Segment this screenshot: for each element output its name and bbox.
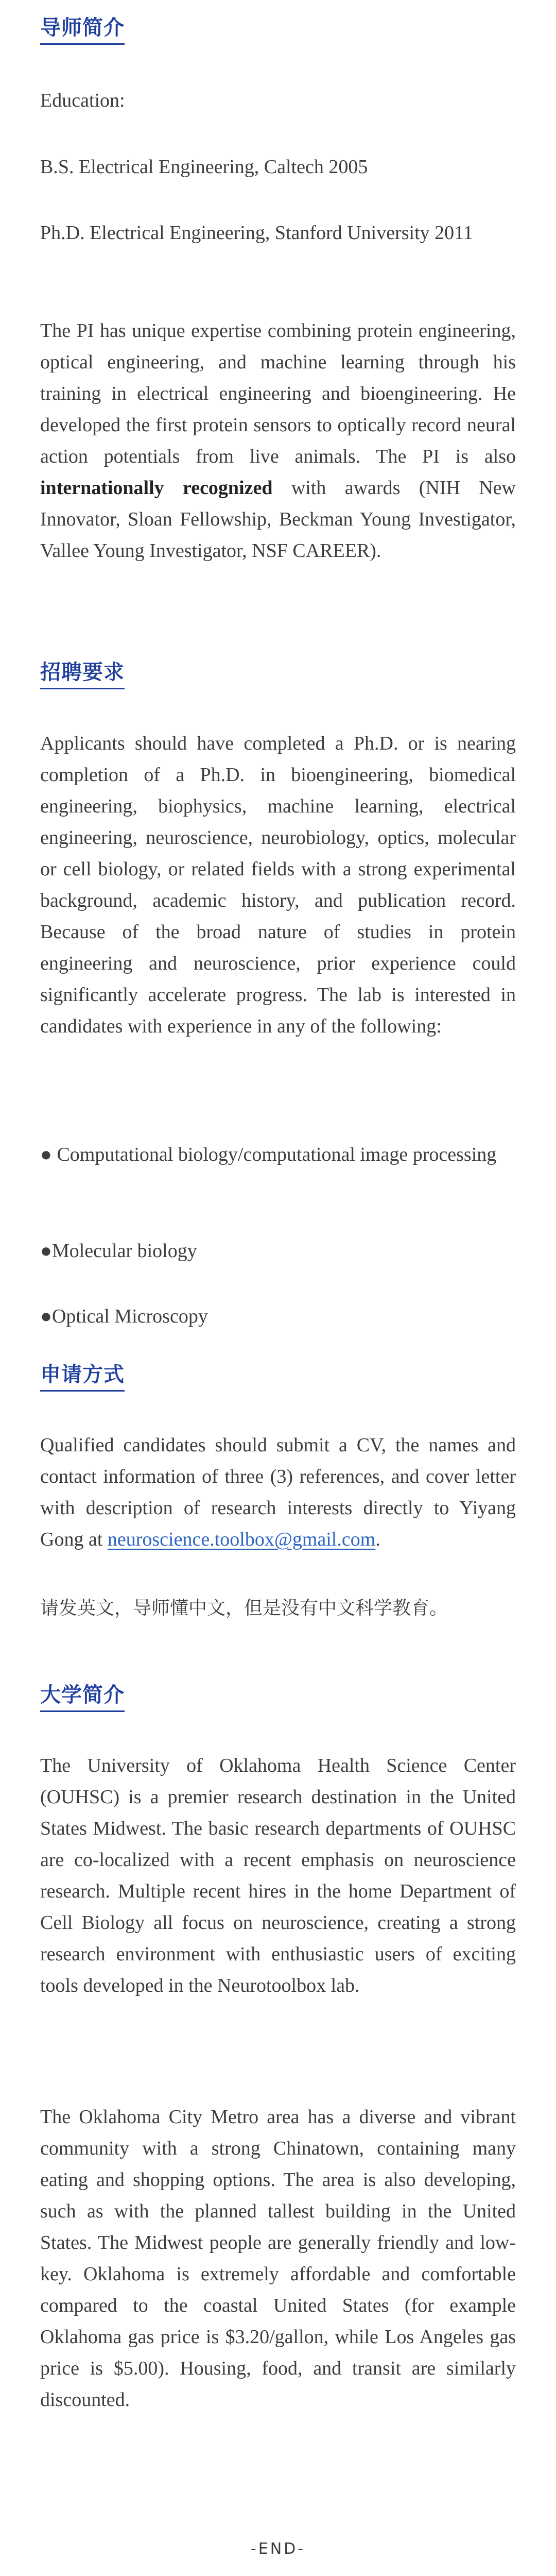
application-body-end: . (375, 1529, 380, 1550)
mentor-bio-text: The PI has unique expertise combining protein engineering, optical engineering, and machine learning through his training in electrical engineering and bioengineering. He developed the first protein sensors to optically record neural action potentials from live animals. The PI is also (40, 320, 516, 467)
mentor-bio-text-end: with awards (NIH New Innovator, Sloan Fellowship, Beckman Young Investigator, Vallee Young Investigator, NSF CAREER). (40, 477, 516, 562)
application-body-text: Qualified candidates should submit a CV, the names and contact information of three (3) references, and cover letter with description of research interests directly to Yiyang Gong at (40, 1434, 516, 1550)
requirement-item: ●Optical Microscopy (40, 1306, 208, 1327)
education-label: Education: (40, 90, 125, 111)
requirements-body: Applicants should have completed a Ph.D. or is nearing completion of a Ph.D. in bioengineering, biomedical engineering, biophysics, machine learning, electrical engineering, neuroscience, neurobiology, optics, molecular or cell biology, or related fields with a strong experimental background, academic history, and publication record. Because of the broad nature of studies in protein engineering and neuroscience, prior experience could significantly accelerate progress. The lab is interested in candidates with experience in any of the following: (40, 733, 516, 1037)
application-note-zh: 请发英文，导师懂中文，但是没有中文科学教育。 (40, 1598, 448, 1619)
section-heading-application: 申请方式 (40, 1361, 125, 1392)
application-body (40, 1430, 516, 1555)
end-mark: -END- (250, 2540, 306, 2558)
degree-bs: B.S. Electrical Engineering, Caltech 2005 (40, 156, 368, 178)
section-heading-requirements: 招聘要求 (40, 659, 125, 689)
section-heading-mentor: 导师简介 (40, 14, 125, 45)
degree-phd: Ph.D. Electrical Engineering, Stanford University 2011 (40, 222, 473, 244)
email-link[interactable]: neuroscience.toolbox@gmail.com (107, 1529, 376, 1550)
requirement-item: ● Computational biology/computational image processing (40, 1144, 497, 1165)
mentor-bio (40, 315, 516, 567)
university-paragraph-2: The Oklahoma City Metro area has a diverse and vibrant community with a strong Chinatown, containing many eating and shopping options. The area is also developing, such as with the planned tallest building in the United States. The Midwest people are generally friendly and low-key. Oklahoma is extremely affordable and comfortable compared to the coastal United States (for example Oklahoma gas price is $3.20/gallon, while Los Angeles gas price is $5.00). Housing, food, and transit are similarly discounted. (40, 2106, 516, 2411)
requirement-item: ●Molecular biology (40, 1240, 197, 1262)
section-heading-university: 大学简介 (40, 1682, 125, 1712)
mentor-bio-highlight: internationally recognized (40, 477, 273, 499)
university-paragraph-1: The University of Oklahoma Health Science Center (OUHSC) is a premier research destination in the United States Midwest. The basic research departments of OUHSC are co-localized with a recent emphasis on neuroscience research. Multiple recent hires in the home Department of Cell Biology all focus on neuroscience, creating a strong research environment with enthusiastic users of exciting tools developed in the Neurotoolbox lab. (40, 1755, 516, 1996)
